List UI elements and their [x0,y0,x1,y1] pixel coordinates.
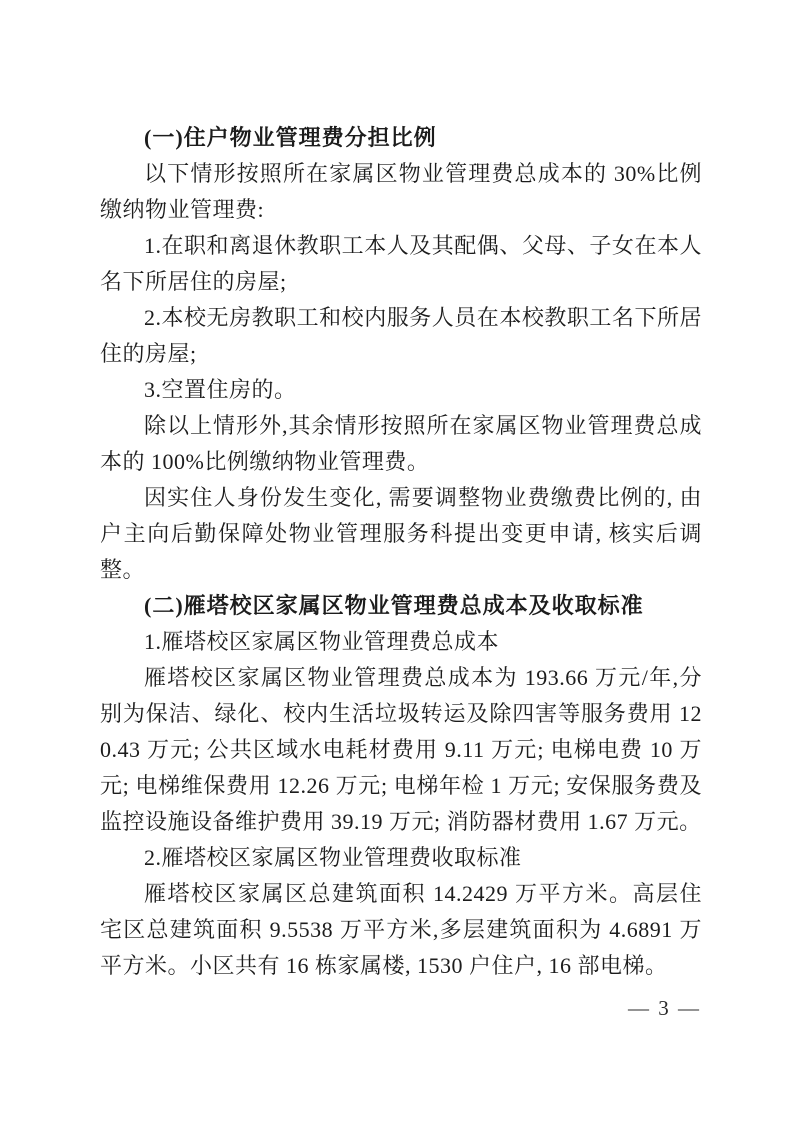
list-item-3-vacant-housing: 3.空置住房的。 [144,377,297,402]
paragraph-building-area-details: 雁塔校区家属区总建筑面积 14.2429 万平方米。高层住宅区总建筑面积 9.5538 万平方米,多层建筑面积为 4.6891 万平方米。小区共有 16 栋家属楼, 1530 户住户, 16 部电梯。 [100,881,702,978]
section-heading-2: (二)雁塔校区家属区物业管理费总成本及收取标准 [144,593,644,618]
page-number: — 3 — [628,996,701,1020]
paragraph-other-cases-full-rate: 除以上情形外,其余情形按照所在家属区物业管理费总成本的 100%比例缴纳物业管理费。 [100,413,702,474]
document-body [100,120,702,984]
sub-heading-collection-standard: 2.雁塔校区家属区物业管理费收取标准 [144,845,522,870]
sub-heading-total-cost: 1.雁塔校区家属区物业管理费总成本 [144,629,500,654]
paragraph-fee-share-intro: 以下情形按照所在家属区物业管理费总成本的 30%比例缴纳物业管理费: [100,161,702,222]
list-item-2-no-house-staff: 2.本校无房教职工和校内服务人员在本校教职工名下所居住的房屋; [100,305,702,366]
paragraph-identity-change-adjustment: 因实住人身份发生变化, 需要调整物业费缴费比例的, 由户主向后勤保障处物业管理服务科提出变更申请, 核实后调整。 [100,485,702,582]
section-heading-1: (一)住户物业管理费分担比例 [144,125,437,150]
paragraph-total-cost-breakdown: 雁塔校区家属区物业管理费总成本为 193.66 万元/年,分别为保洁、绿化、校内生活垃圾转运及除四害等服务费用 120.43 万元; 公共区域水电耗材费用 9.11 万元; 电梯电费 10 万元; 电梯维保费用 12.26 万元; 电梯年检 1 万元; 安保服务费及监控设施设备维护费用 39.19 万元; 消防器材费用 1.67 万元。 [100,665,702,834]
list-item-1-staff-own-housing: 1.在职和离退休教职工本人及其配偶、父母、子女在本人名下所居住的房屋; [100,233,702,294]
